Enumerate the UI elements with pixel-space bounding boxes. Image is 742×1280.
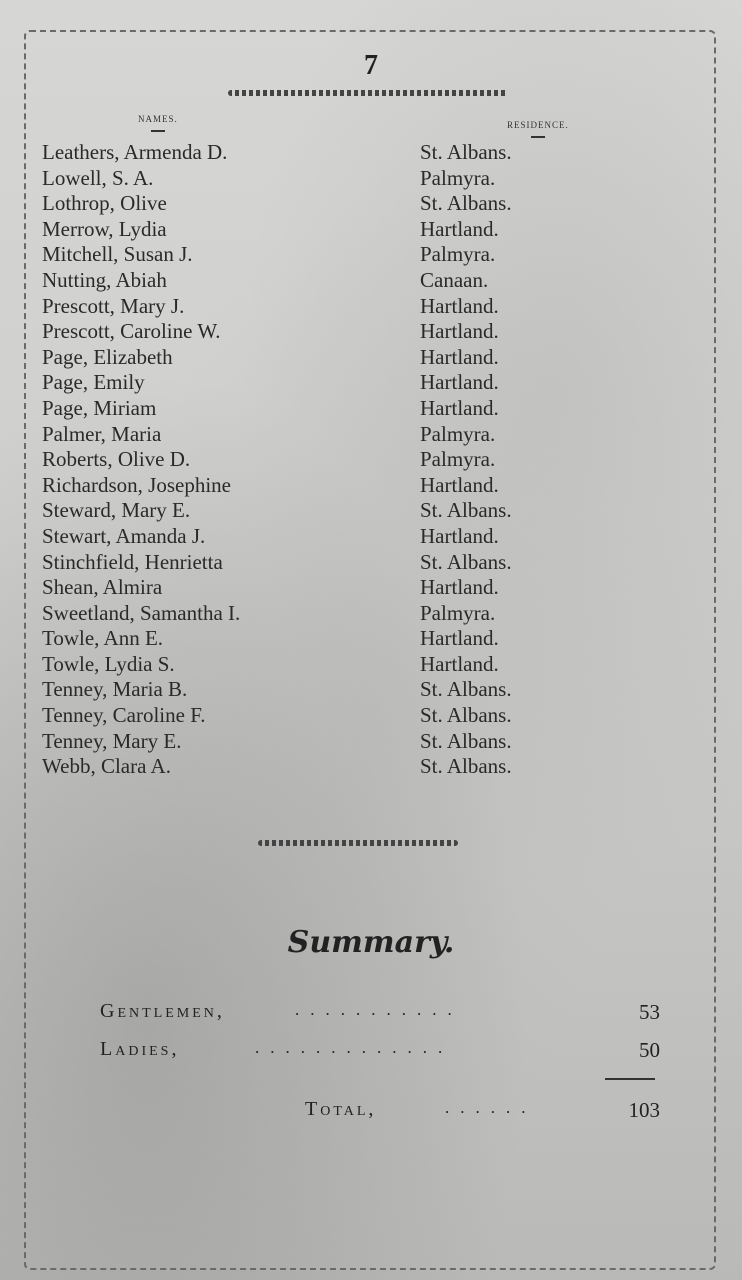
entry-name: Richardson, Josephine — [42, 472, 231, 497]
entry-name: Stewart, Amanda J. — [42, 523, 206, 548]
entry-residence: Hartland. — [420, 319, 499, 344]
gentlemen-row — [100, 1000, 660, 1030]
leader-dots: ........... — [295, 1000, 463, 1019]
entry-name: Page, Emily — [42, 370, 145, 395]
entry-name: Prescott, Caroline W. — [42, 319, 221, 344]
entry-residence: Palmyra. — [420, 421, 496, 446]
entry-residence: Hartland. — [420, 395, 499, 420]
page-number: 7 — [364, 50, 378, 81]
entry-name: Towle, Ann E. — [42, 626, 164, 651]
total-label: Total, — [305, 1098, 377, 1120]
entry-name: Tenney, Caroline F. — [42, 703, 206, 728]
names-header — [138, 114, 178, 132]
entry-name: Merrow, Lydia — [42, 216, 167, 241]
residence-header-dash — [531, 136, 545, 138]
entry-residence: Hartland. — [420, 293, 499, 318]
total-rule — [605, 1078, 655, 1080]
entry-name: Webb, Clara A. — [42, 754, 171, 779]
summary-title: Summary. — [287, 925, 455, 960]
entry-name: Tenney, Mary E. — [42, 728, 182, 753]
entry-residence: Hartland. — [420, 575, 499, 600]
entry-residence: Hartland. — [420, 216, 499, 241]
gentlemen-value: 53 — [639, 1000, 660, 1024]
names-column — [42, 140, 240, 780]
leader-dots: ............. — [255, 1038, 454, 1057]
residence-header — [507, 120, 569, 138]
entry-residence: Hartland. — [420, 651, 499, 676]
entry-name: Shean, Almira — [42, 575, 163, 600]
entry-name: Stinchfield, Henrietta — [42, 549, 223, 574]
entry-name: Towle, Lydia S. — [42, 651, 175, 676]
total-value: 103 — [628, 1098, 660, 1122]
entry-residence: St. Albans. — [420, 703, 512, 728]
entry-residence: Palmyra. — [420, 600, 496, 625]
entry-residence: St. Albans. — [420, 549, 512, 574]
names-header-text: NAMES. — [138, 114, 178, 124]
entry-name: Leathers, Armenda D. — [42, 140, 228, 164]
gentlemen-label: Gentlemen, — [100, 1000, 225, 1022]
entry-name: Palmer, Maria — [42, 421, 162, 446]
entry-residence: Palmyra. — [420, 242, 496, 267]
entry-residence: Hartland. — [420, 626, 499, 651]
ladies-value: 50 — [639, 1038, 660, 1062]
entry-residence: Palmyra. — [420, 165, 496, 190]
entry-residence: Hartland. — [420, 472, 499, 497]
entry-residence: St. Albans. — [420, 140, 512, 164]
entry-residence: St. Albans. — [420, 191, 512, 216]
entry-residence: Hartland. — [420, 344, 499, 369]
residence-header-text: RESIDENCE. — [507, 120, 569, 130]
entry-residence: Canaan. — [420, 267, 489, 292]
ladies-row — [100, 1038, 660, 1068]
entry-name: Sweetland, Samantha I. — [42, 600, 241, 625]
ladies-label: Ladies, — [100, 1038, 180, 1060]
entry-name: Lothrop, Olive — [42, 191, 167, 216]
entry-name: Page, Elizabeth — [42, 344, 173, 369]
names-header-dash — [151, 130, 165, 132]
entry-residence: Hartland. — [420, 370, 499, 395]
bottom-divider — [258, 840, 458, 846]
entry-name: Page, Miriam — [42, 395, 157, 420]
entry-name: Prescott, Mary J. — [42, 293, 185, 318]
entry-name: Nutting, Abiah — [42, 267, 167, 292]
entry-residence: St. Albans. — [420, 498, 512, 523]
entry-name: Lowell, S. A. — [42, 165, 154, 190]
entry-name: Roberts, Olive D. — [42, 447, 191, 472]
residence-column — [420, 140, 512, 780]
entry-residence: St. Albans. — [420, 754, 512, 779]
entry-name: Tenney, Maria B. — [42, 677, 188, 702]
entry-residence: Palmyra. — [420, 447, 496, 472]
entry-residence: Hartland. — [420, 523, 499, 548]
top-divider — [228, 90, 508, 96]
total-row — [100, 1098, 660, 1128]
entry-residence: St. Albans. — [420, 728, 512, 753]
entry-name: Mitchell, Susan J. — [42, 242, 193, 267]
entry-residence: St. Albans. — [420, 677, 512, 702]
entry-name: Steward, Mary E. — [42, 498, 191, 523]
leader-dots: ...... — [445, 1098, 537, 1117]
